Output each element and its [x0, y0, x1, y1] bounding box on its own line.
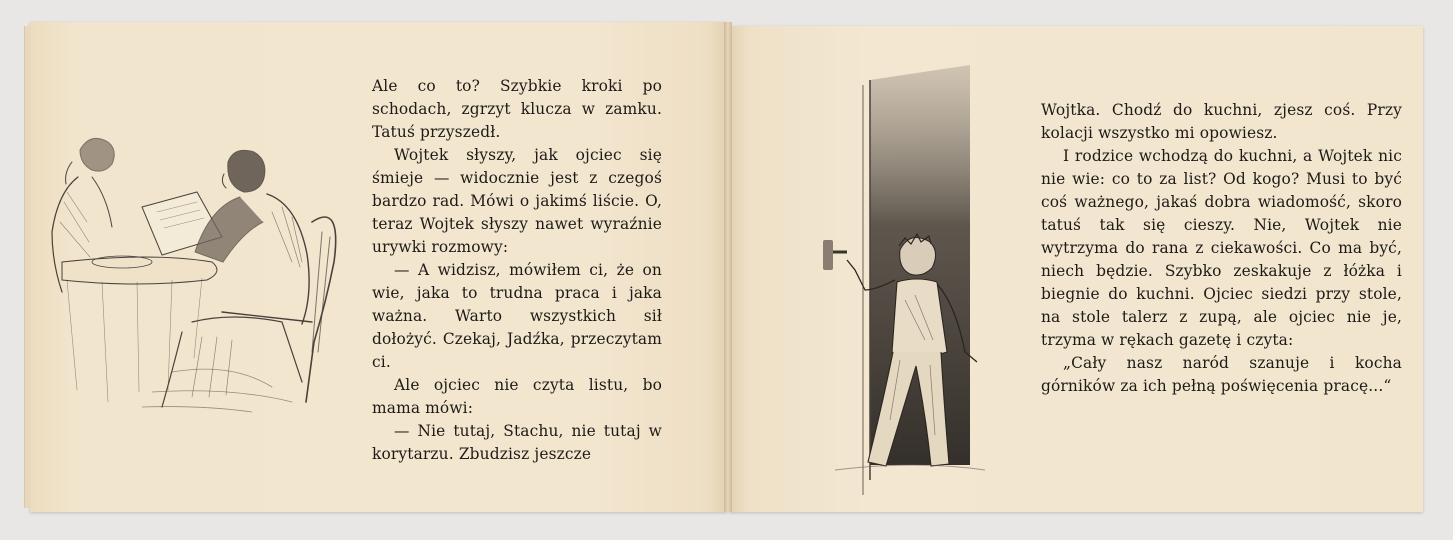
- paragraph: „Cały nasz naród szanuje i kocha górników za ich pełną poświęcenia pracę...“: [1041, 354, 1402, 395]
- paragraph: Wojtka. Chodź do kuchni, zjesz coś. Przy kolacji wszystko mi opowiesz.: [1041, 101, 1402, 142]
- book-gutter: [724, 22, 732, 512]
- boy-at-door-illustration: [815, 60, 990, 500]
- paragraph: Ale co to? Szybkie kroki po schodach, zgrzyt klucza w zamku. Tatuś przyszedł.: [372, 77, 662, 141]
- right-page-text: [1041, 99, 1402, 398]
- paragraph: — Nie tutaj, Stachu, nie tutaj w korytarzu. Zbudzisz jeszcze: [372, 422, 662, 463]
- left-page-text: [372, 75, 662, 466]
- paragraph: — A widzisz, mówiłem ci, że on wie, jaka to trudna praca i jaka ważna. Warto wszystkich sił dołożyć. Czekaj, Jadźka, przeczytam ci.: [372, 261, 662, 371]
- parents-reading-at-table-illustration: [42, 122, 352, 422]
- paragraph: I rodzice wchodzą do kuchni, a Wojtek nic nie wie: co to za list? Od kogo? Musi to być coś ważnego, jakaś dobra wiadomość, skoro tatuś tak się cieszy. Nie, Wojtek nie wytrzyma do rana z ciekawości. Co ma być, niech będzie. Szybko zeskakuje z łóżka i biegnie do kuchni. Ojciec siedzi przy stole, na stole talerz z zupą, ale ojciec nie je, trzyma w rękach gazetę i czyta:: [1041, 147, 1402, 349]
- paragraph: Ale ojciec nie czyta listu, bo mama mówi:: [372, 376, 662, 417]
- paragraph: Wojtek słyszy, jak ojciec się śmieje — widocznie jest z czegoś bardzo rad. Mówi o jakimś liście. O, teraz Wojtek słyszy nawet wyraźnie urywki rozmowy:: [372, 146, 662, 256]
